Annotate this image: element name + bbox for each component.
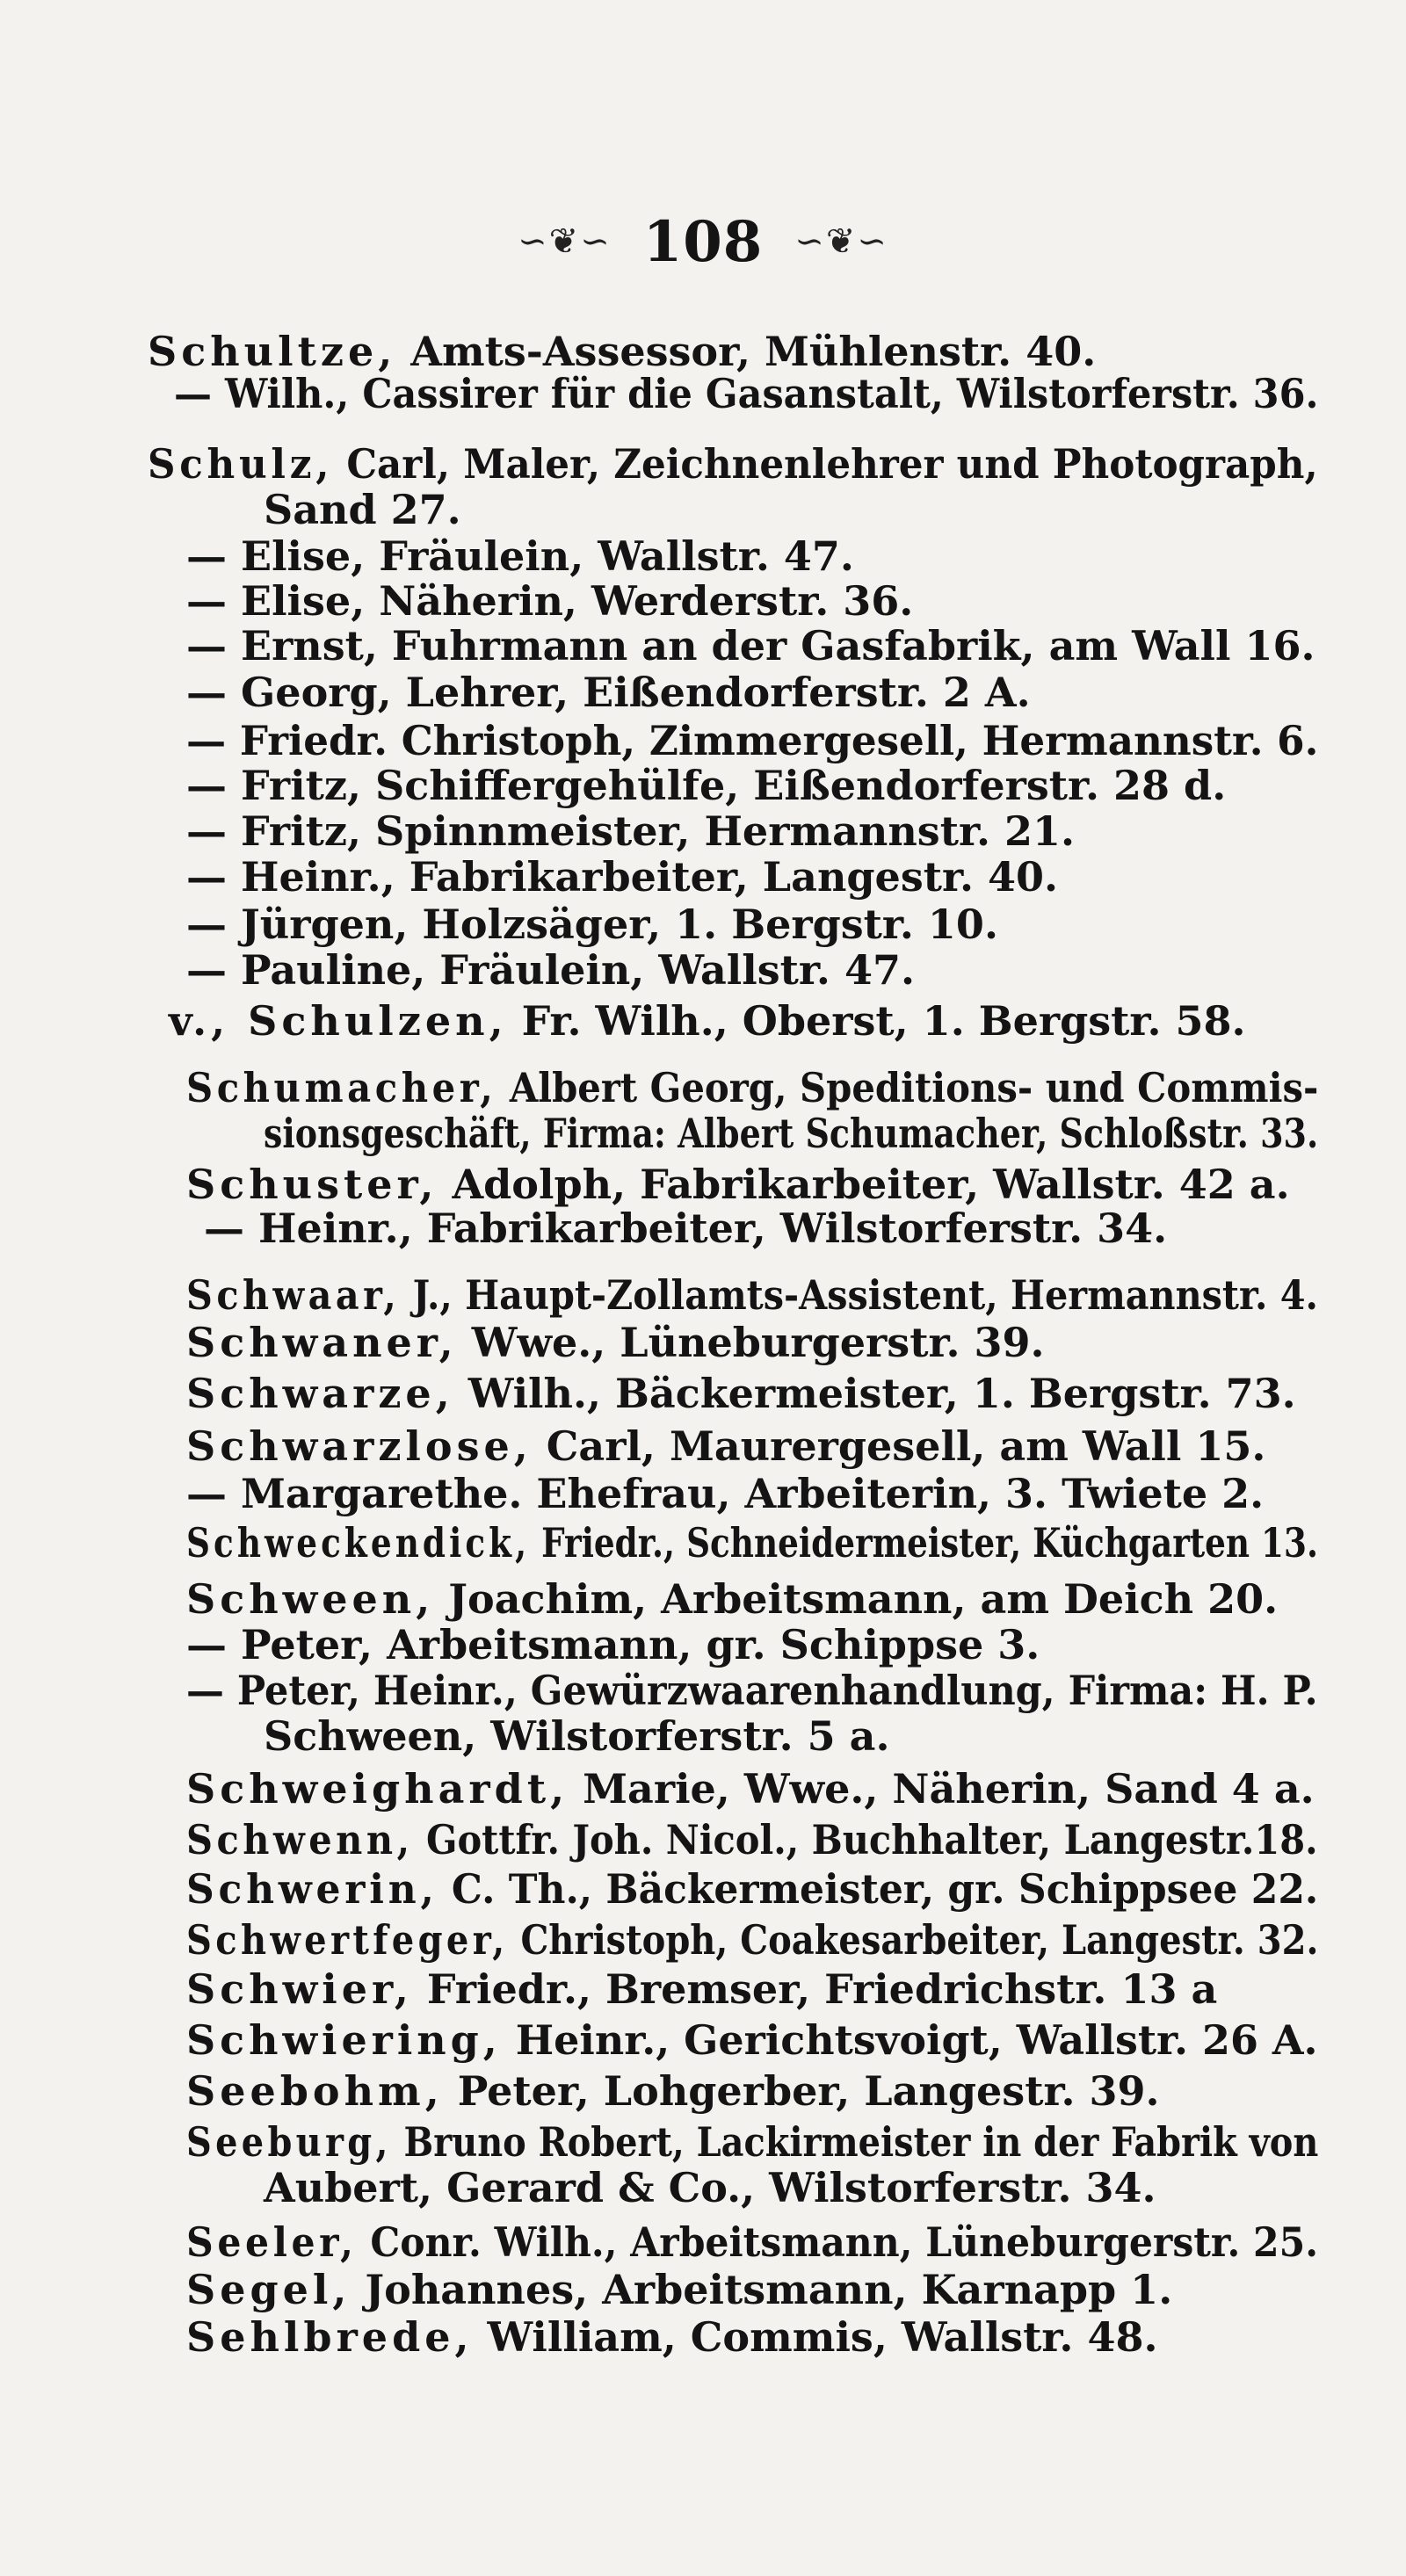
directory-entry xyxy=(264,2163,1156,2212)
entry-text: — Heinr., Fabrikarbeiter, Langestr. 40. xyxy=(186,853,1059,901)
entry-text: Peter, Lohgerber, Langestr. 39. xyxy=(443,2067,1160,2115)
directory-entry xyxy=(264,1109,1318,1158)
entry-text: Johannes, Arbeitsmann, Karnapp 1. xyxy=(351,2266,1173,2313)
entry-surname: Seeler, xyxy=(186,2218,358,2266)
directory-entry xyxy=(186,1666,1318,1715)
directory-entry xyxy=(186,576,913,626)
entry-text: William, Commis, Wallstr. 48. xyxy=(473,2313,1158,2361)
ornament-right-icon: ∽❦∽ xyxy=(794,221,888,262)
entry-surname: Schumacher, xyxy=(186,1064,497,1111)
entry-text: Aubert, Gerard & Co., Wilstorferstr. 34. xyxy=(264,2164,1156,2211)
entry-surname: Seebohm, xyxy=(186,2067,444,2115)
entry-text: — Elise, Näherin, Werderstr. 36. xyxy=(186,577,914,625)
entry-text: — Fritz, Spinnmeister, Hermannstr. 21. xyxy=(186,807,1076,855)
entry-text: J., Haupt-Zollamts-Assistent, Hermannstr. 4. xyxy=(400,1271,1318,1319)
directory-entry xyxy=(186,532,854,581)
entry-text: — Peter, Arbeitsmann, gr. Schippse 3. xyxy=(186,1621,1040,1668)
entry-surname: Schuster, xyxy=(186,1161,438,1208)
directory-entry xyxy=(186,1965,1217,2014)
entry-text: Sand 27. xyxy=(264,486,461,533)
entry-surname: Schweighardt, xyxy=(186,1765,569,1813)
directory-entry xyxy=(186,852,1058,901)
entry-text: Joachim, Arbeitsmann, am Deich 20. xyxy=(434,1575,1279,1623)
entry-text: — Ernst, Fuhrmann an der Gasfabrik, am Wall 16. xyxy=(186,622,1315,669)
entry-text: Bruno Robert, Lackirmeister in der Fabrik von xyxy=(391,2118,1319,2166)
entry-text: — Jürgen, Holzsäger, 1. Bergstr. 10. xyxy=(186,901,998,948)
entry-text: Carl, Maler, Zeichnenlehrer und Photograph, xyxy=(333,440,1318,488)
entry-text: — Friedr. Christoph, Zimmergesell, Hermannstr. 6. xyxy=(186,717,1319,764)
directory-entry xyxy=(186,1422,1265,1471)
entry-text: — Pauline, Fräulein, Wallstr. 47. xyxy=(186,946,915,994)
entry-text: — Wilh., Cassirer für die Gasanstalt, Wilstorferstr. 36. xyxy=(174,370,1319,417)
directory-entry xyxy=(186,716,1318,765)
entry-surname: Schwerin, xyxy=(186,1865,438,1913)
entry-surname: Schwaner, xyxy=(186,1319,458,1366)
entry-text: Wilh., Bäckermeister, 1. Bergstr. 73. xyxy=(453,1370,1296,1417)
entry-surname: Schwertfeger, xyxy=(186,1916,509,1964)
directory-entry xyxy=(186,1574,1278,1624)
entry-surname: Schulz, xyxy=(148,440,334,488)
directory-entry xyxy=(186,2066,1160,2116)
directory-entry xyxy=(186,668,1031,717)
directory-entry xyxy=(186,1469,1264,1518)
entry-text: Heinr., Gerichtsvoigt, Wallstr. 26 A. xyxy=(501,2016,1318,2064)
directory-entry xyxy=(204,1204,1167,1253)
entry-surname: Schwarzlose, xyxy=(186,1422,533,1470)
ornament-left-icon: ∽❦∽ xyxy=(518,221,612,262)
page-number: 108 xyxy=(642,208,764,275)
directory-entry xyxy=(186,1864,1318,1914)
entry-text: Amts-Assessor, Mühlenstr. 40. xyxy=(396,328,1097,375)
entry-text: C. Th., Bäckermeister, gr. Schippsee 22. xyxy=(438,1865,1319,1913)
entry-surname: v., Schulzen, xyxy=(169,997,508,1045)
entry-surname: Sehlbrede, xyxy=(186,2313,474,2361)
entry-surname: Schwiering, xyxy=(186,2016,502,2064)
entry-text: — Margarethe. Ehefrau, Arbeiterin, 3. Twiete 2. xyxy=(186,1470,1265,1517)
directory-entry xyxy=(186,621,1315,670)
entry-text: — Fritz, Schiffergehülfe, Eißendorferstr. 28 d. xyxy=(186,762,1227,809)
entry-text: Wwe., Lüneburgerstr. 39. xyxy=(457,1319,1045,1366)
entry-text: — Heinr., Fabrikarbeiter, Wilstorferstr. 34. xyxy=(204,1205,1168,1252)
entry-text: Marie, Wwe., Näherin, Sand 4 a. xyxy=(569,1765,1315,1813)
entry-text: — Peter, Heinr., Gewürzwaarenhandlung, Firma: H. P. xyxy=(186,1667,1318,1714)
directory-entry xyxy=(186,1369,1296,1418)
entry-text: Carl, Maurergesell, am Wall 15. xyxy=(532,1422,1266,1470)
directory-entry xyxy=(186,807,1075,856)
entry-surname: Schwenn, xyxy=(186,1816,414,1863)
directory-entry xyxy=(186,1620,1040,1669)
entry-text: sionsgeschäft, Firma: Albert Schumacher, Schloßstr. 33. xyxy=(264,1110,1319,1157)
entry-surname: Segel, xyxy=(186,2266,352,2313)
directory-entry xyxy=(186,1815,1318,1864)
directory-entry xyxy=(186,945,915,995)
directory-entry xyxy=(264,485,461,534)
directory-entry xyxy=(186,2218,1318,2267)
entry-surname: Schwaar, xyxy=(186,1271,401,1319)
directory-entry xyxy=(174,369,1318,418)
directory-entry xyxy=(186,1160,1290,1209)
directory-entry xyxy=(186,2015,1318,2065)
directory-entry xyxy=(186,761,1226,810)
directory-entry xyxy=(186,1270,1318,1320)
directory-entry xyxy=(186,1063,1318,1112)
directory-entry xyxy=(186,2117,1318,2167)
entry-text: Albert Georg, Speditions- und Commis- xyxy=(496,1064,1319,1111)
directory-entry xyxy=(148,439,1318,488)
entry-text: — Elise, Fräulein, Wallstr. 47. xyxy=(186,532,854,580)
entry-text: Conr. Wilh., Arbeitsmann, Lüneburgerstr. 25. xyxy=(357,2218,1319,2266)
entry-text: Adolph, Fabrikarbeiter, Wallstr. 42 a. xyxy=(438,1161,1290,1208)
entry-text: — Georg, Lehrer, Eißendorferstr. 2 A. xyxy=(186,669,1031,716)
directory-entry xyxy=(186,1764,1315,1813)
entry-surname: Schultze, xyxy=(148,328,397,375)
directory-entry xyxy=(169,996,1246,1046)
directory-entry xyxy=(186,1318,1045,1367)
directory-entry xyxy=(264,1711,889,1761)
directory-entry xyxy=(186,2312,1157,2362)
entry-text: Friedr., Schneidermeister, Küchgarten 13. xyxy=(530,1519,1319,1567)
entry-surname: Schwarze, xyxy=(186,1370,454,1417)
entry-text: Fr. Wilh., Oberst, 1. Bergstr. 58. xyxy=(507,997,1246,1045)
directory-entry xyxy=(186,2265,1172,2314)
entry-text: Friedr., Bremser, Friedrichstr. 13 a xyxy=(412,1965,1218,2013)
directory-entry xyxy=(186,1518,1318,1567)
entry-surname: Schween, xyxy=(186,1575,435,1623)
entry-surname: Seeburg, xyxy=(186,2118,392,2166)
entry-text: Gottfr. Joh. Nicol., Buchhalter, Langestr.18. xyxy=(413,1816,1318,1863)
entry-text: Christoph, Coakesarbeiter, Langestr. 32. xyxy=(508,1916,1319,1964)
entry-surname: Schwier, xyxy=(186,1965,413,2013)
directory-entry xyxy=(186,900,998,949)
directory-entry xyxy=(186,1915,1318,1965)
entry-text: Schween, Wilstorferstr. 5 a. xyxy=(264,1712,890,1760)
entry-surname: Schweckendick, xyxy=(186,1519,531,1567)
